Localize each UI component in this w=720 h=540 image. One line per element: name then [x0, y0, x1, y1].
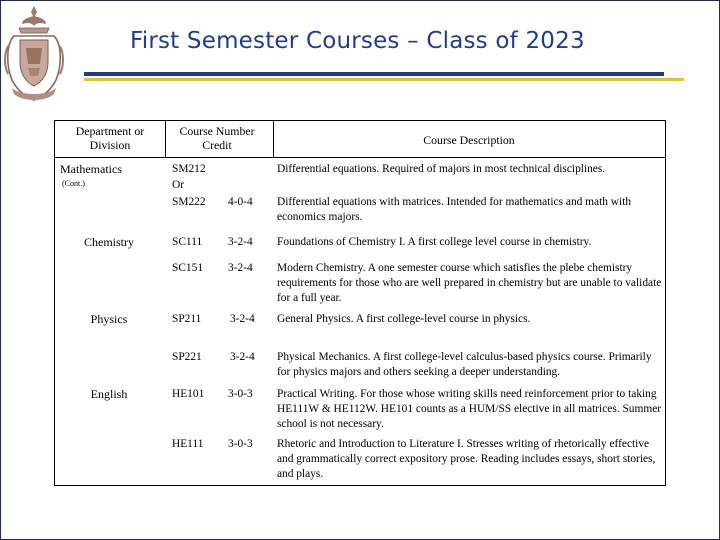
course-credit: 3-2-4 [228, 262, 253, 274]
department-mathematics: Mathematics [60, 162, 122, 176]
course-credit: 3-2-4 [228, 236, 253, 248]
course-number: SM212 [172, 163, 206, 175]
header-divider [165, 121, 166, 157]
department-english: English [90, 387, 128, 401]
title-rule-primary [84, 72, 664, 76]
course-credit: 3-2-4 [230, 351, 255, 363]
header-credit-label: Credit [202, 138, 232, 152]
course-description: Physical Mechanics. A first college-level calculus-based physics course. Primarily for physics majors and others seeking a deeper understanding. [277, 351, 652, 378]
course-number: SP221 [172, 351, 202, 363]
header-course-number-label: Course Number [179, 124, 255, 138]
title-rule-accent [84, 78, 684, 81]
course-number: SC151 [172, 262, 204, 274]
department-continued-note: (Cont.) [62, 179, 85, 188]
course-credit: 3-0-3 [228, 438, 253, 450]
course-description: Modern Chemistry. A one semester course which satisfies the plebe chemistry requirements for those who are well prepared in chemistry but are unable to validate for a full year. [277, 262, 662, 304]
course-number: HE111 [172, 438, 204, 450]
course-number: SM222 [172, 196, 206, 208]
course-number: SC111 [172, 236, 203, 248]
header-rule [55, 157, 665, 158]
department-physics: Physics [90, 312, 128, 326]
department-chemistry: Chemistry [84, 235, 134, 249]
course-description: Differential equations with matrices. Intended for mathematics and math with economics majors. [277, 196, 632, 223]
course-credit: 3-2-4 [230, 313, 255, 325]
usna-crest-icon [4, 4, 64, 106]
header-description: Course Description [423, 133, 515, 147]
header-department: Department or Division [75, 124, 145, 152]
header-course-number [170, 124, 264, 152]
course-description: Differential equations. Required of majors in most technical disciplines. [277, 163, 606, 175]
course-description: General Physics. A first college-level course in physics. [277, 313, 531, 325]
course-credit: 3-0-3 [228, 388, 253, 400]
course-description: Foundations of Chemistry I. A first college level course in chemistry. [277, 236, 592, 248]
course-number: HE101 [172, 388, 205, 400]
course-credit: 4-0-4 [228, 196, 253, 208]
course-description: Rhetoric and Introduction to Literature I. Stresses writing of rhetorically effective and grammatically correct expository prose. Reading includes essays, short stories, and plays. [277, 438, 656, 480]
page-title: First Semester Courses – Class of 2023 [130, 28, 585, 54]
course-description: Practical Writing. For those whose writing skills need reinforcement prior to taking HE111W & HE112W. HE101 counts as a HUM/SS elective in all matrices. Summer school is not necessary. [277, 388, 662, 430]
header-divider [273, 121, 274, 157]
course-number: SP211 [172, 313, 202, 325]
course-alternative-label: Or [172, 179, 185, 191]
